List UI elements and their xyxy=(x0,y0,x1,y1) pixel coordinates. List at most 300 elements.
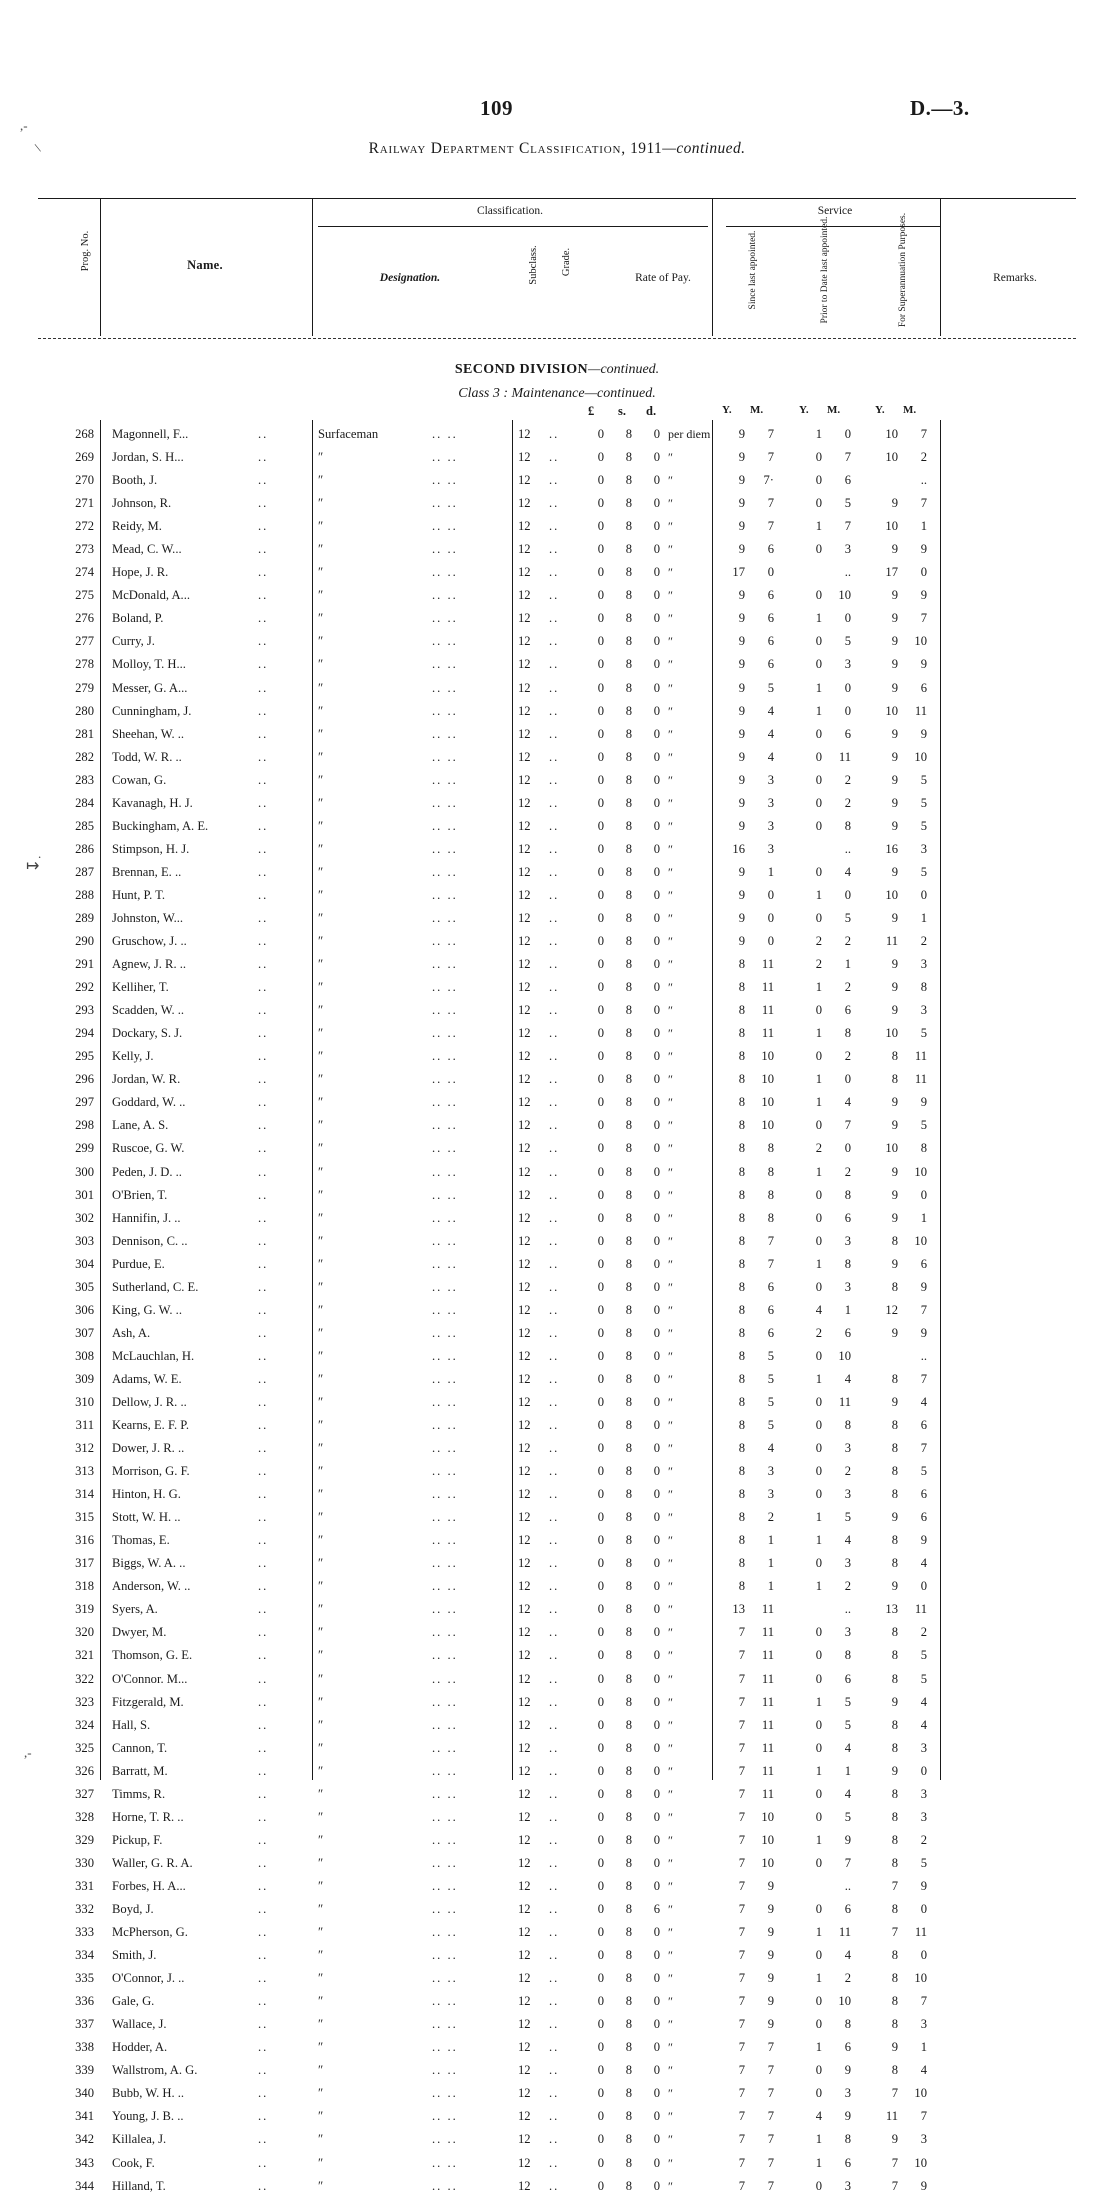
row-since-years: 8 xyxy=(738,1095,745,1110)
table-row[interactable] xyxy=(0,423,1114,446)
row-subclass: 12 xyxy=(518,1187,531,1202)
table-row[interactable] xyxy=(0,861,1114,884)
table-row[interactable] xyxy=(0,769,1114,792)
row-since-months: 6 xyxy=(767,1325,774,1340)
group-label-service: Service xyxy=(817,205,853,217)
row-subclass: 12 xyxy=(518,1348,531,1363)
table-row[interactable] xyxy=(0,1575,1114,1598)
row-pay-shillings: 8 xyxy=(625,1948,632,1963)
table-row[interactable] xyxy=(0,1506,1114,1529)
row-designation: ″ xyxy=(318,1855,324,1870)
table-row[interactable] xyxy=(0,953,1114,976)
table-row[interactable] xyxy=(0,2013,1114,2036)
row-pay-shillings: 8 xyxy=(625,1510,632,1525)
row-pay-period: ″ xyxy=(668,611,673,626)
table-row[interactable] xyxy=(0,1345,1114,1368)
row-super-years: 12 xyxy=(885,1302,898,1317)
row-prior-months: 8 xyxy=(844,1256,851,1271)
row-subclass: 12 xyxy=(518,887,531,902)
row-super-years: 10 xyxy=(885,887,898,902)
row-prog-no: 274 xyxy=(75,565,94,580)
row-pay-period: ″ xyxy=(668,2178,673,2193)
row-prior-years: 0 xyxy=(815,2063,822,2078)
row-name: Bubb, W. H. .. xyxy=(112,2086,185,2101)
row-prior-months: 8 xyxy=(844,2017,851,2032)
row-pay-shillings: 8 xyxy=(625,1118,632,1133)
row-prog-no: 272 xyxy=(75,519,94,534)
row-pay-shillings: 8 xyxy=(625,1786,632,1801)
row-super-years: 9 xyxy=(891,680,898,695)
table-row[interactable] xyxy=(0,2059,1114,2082)
table-row[interactable] xyxy=(0,815,1114,838)
table-row[interactable] xyxy=(0,492,1114,515)
table-row[interactable] xyxy=(0,1668,1114,1691)
row-subclass: 12 xyxy=(518,1763,531,1778)
row-designation: ″ xyxy=(318,1095,324,1110)
row-subclass: 12 xyxy=(518,841,531,856)
row-name: Peden, J. D. .. xyxy=(112,1164,182,1179)
row-subclass: 12 xyxy=(518,2155,531,2170)
row-pay-pence: 0 xyxy=(653,1487,660,1502)
row-name: Thomas, E. xyxy=(112,1533,170,1548)
row-prior-months: 0 xyxy=(844,887,851,902)
table-row[interactable] xyxy=(0,1852,1114,1875)
row-subclass: 12 xyxy=(518,634,531,649)
row-super-months: 8 xyxy=(920,1141,927,1156)
row-grade-leader: .. xyxy=(549,1925,560,1940)
row-since-years: 7 xyxy=(738,2109,745,2124)
row-pay-pounds: 0 xyxy=(597,1487,604,1502)
table-row[interactable] xyxy=(0,976,1114,999)
row-designation: ″ xyxy=(318,1026,324,1041)
table-row[interactable] xyxy=(0,1253,1114,1276)
row-grade-leader: .. xyxy=(549,519,560,534)
row-subclass: 12 xyxy=(518,519,531,534)
table-row[interactable] xyxy=(0,1299,1114,1322)
table-row[interactable] xyxy=(0,1068,1114,1091)
row-prior-years: 0 xyxy=(815,1418,822,1433)
row-prog-no: 332 xyxy=(75,1902,94,1916)
row-desig-leader: .. .. xyxy=(432,1487,458,1502)
table-row[interactable] xyxy=(0,700,1114,723)
row-pay-pence: 0 xyxy=(653,1256,660,1271)
row-since-years: 8 xyxy=(738,1187,745,1202)
row-designation: ″ xyxy=(318,1902,324,1916)
margin-mark-dot: . xyxy=(38,846,42,861)
row-designation: ″ xyxy=(318,1187,324,1202)
row-subclass: 12 xyxy=(518,427,531,441)
row-since-years: 7 xyxy=(738,2155,745,2170)
row-super-years: 9 xyxy=(891,795,898,810)
table-row[interactable] xyxy=(0,884,1114,907)
table-row[interactable] xyxy=(0,1161,1114,1184)
table-row[interactable] xyxy=(0,1944,1114,1967)
row-pay-pence: 0 xyxy=(653,1026,660,1041)
row-pay-pounds: 0 xyxy=(597,1256,604,1271)
row-pay-pence: 0 xyxy=(653,2132,660,2147)
row-pay-shillings: 8 xyxy=(625,1279,632,1294)
row-prior-months: 3 xyxy=(844,1441,851,1456)
row-prior-years: 0 xyxy=(815,1994,822,2009)
table-row[interactable] xyxy=(0,1230,1114,1253)
row-pay-pence: 0 xyxy=(653,1394,660,1409)
table-row[interactable] xyxy=(0,1368,1114,1391)
row-super-months: .. xyxy=(920,473,927,488)
table-row[interactable] xyxy=(0,1391,1114,1414)
row-pay-pence: 0 xyxy=(653,1418,660,1433)
row-super-months: 5 xyxy=(920,795,927,810)
table-row[interactable] xyxy=(0,1045,1114,1068)
row-super-years: 9 xyxy=(891,980,898,995)
row-pay-period: ″ xyxy=(668,1717,673,1732)
table-row[interactable] xyxy=(0,1829,1114,1852)
row-since-years: 8 xyxy=(738,1049,745,1064)
row-designation: ″ xyxy=(318,2040,324,2055)
table-row[interactable] xyxy=(0,469,1114,492)
row-since-years: 9 xyxy=(738,588,745,603)
row-prior-years: 0 xyxy=(815,1210,822,1225)
row-since-years: 17 xyxy=(732,565,745,580)
row-pay-pence: 0 xyxy=(653,1049,660,1064)
row-pay-shillings: 8 xyxy=(625,1878,632,1893)
row-pay-pounds: 0 xyxy=(597,1095,604,1110)
table-row[interactable] xyxy=(0,838,1114,861)
table-row[interactable] xyxy=(0,1875,1114,1898)
row-subclass: 12 xyxy=(518,1878,531,1893)
row-desig-leader: .. .. xyxy=(432,1095,458,1110)
row-pay-period: ″ xyxy=(668,1855,673,1870)
row-prog-no: 285 xyxy=(75,818,94,833)
row-pay-pence: 0 xyxy=(653,1348,660,1363)
row-name-leader: .. xyxy=(258,680,269,695)
running-title-text: Railway Department Classification, xyxy=(368,140,626,157)
row-pay-period: ″ xyxy=(668,657,673,672)
row-since-years: 8 xyxy=(738,1325,745,1340)
table-row[interactable] xyxy=(0,2036,1114,2059)
table-row[interactable] xyxy=(0,1184,1114,1207)
row-prog-no: 307 xyxy=(75,1325,94,1340)
row-grade-leader: .. xyxy=(549,1095,560,1110)
row-pay-pounds: 0 xyxy=(597,1809,604,1824)
row-pay-period: ″ xyxy=(668,1878,673,1893)
row-desig-leader: .. .. xyxy=(432,726,458,741)
table-row[interactable] xyxy=(0,999,1114,1022)
row-pay-pounds: 0 xyxy=(597,1533,604,1548)
row-since-years: 8 xyxy=(738,1279,745,1294)
group-label-classification: Classification. xyxy=(476,205,544,217)
row-name: Mead, C. W... xyxy=(112,542,182,557)
row-grade-leader: .. xyxy=(549,496,560,511)
row-super-months: 5 xyxy=(920,1855,927,1870)
row-since-years: 9 xyxy=(738,749,745,764)
table-row[interactable] xyxy=(0,1898,1114,1921)
row-grade-leader: .. xyxy=(549,1348,560,1363)
table-row[interactable] xyxy=(0,1598,1114,1621)
row-pay-shillings: 8 xyxy=(625,818,632,833)
row-name: Pickup, F. xyxy=(112,1832,163,1847)
table-row[interactable] xyxy=(0,723,1114,746)
row-super-months: 3 xyxy=(920,2017,927,2032)
table-row[interactable] xyxy=(0,1437,1114,1460)
table-row[interactable] xyxy=(0,1967,1114,1990)
table-row[interactable] xyxy=(0,1022,1114,1045)
row-desig-leader: .. .. xyxy=(432,2109,458,2124)
row-prior-months: 8 xyxy=(844,1648,851,1663)
table-row[interactable] xyxy=(0,1783,1114,1806)
row-desig-leader: .. .. xyxy=(432,887,458,902)
row-designation: ″ xyxy=(318,1256,324,1271)
row-grade-leader: .. xyxy=(549,1487,560,1502)
row-subclass: 12 xyxy=(518,1118,531,1133)
row-super-months: 9 xyxy=(920,1325,927,1340)
row-pay-pence: 0 xyxy=(653,1579,660,1594)
table-row[interactable] xyxy=(0,2105,1114,2128)
row-grade-leader: .. xyxy=(549,1187,560,1202)
table-row[interactable] xyxy=(0,1414,1114,1437)
table-row[interactable] xyxy=(0,930,1114,953)
row-pay-pounds: 0 xyxy=(597,1210,604,1225)
table-row[interactable] xyxy=(0,2082,1114,2105)
row-name-leader: .. xyxy=(258,1026,269,1041)
row-pay-shillings: 8 xyxy=(625,957,632,972)
row-since-months: 0 xyxy=(767,910,774,925)
row-desig-leader: .. .. xyxy=(432,1971,458,1986)
row-designation: ″ xyxy=(318,1072,324,1087)
row-prior-years: 1 xyxy=(815,1026,822,1041)
row-pay-period: ″ xyxy=(668,1026,673,1041)
table-row[interactable] xyxy=(0,2128,1114,2151)
row-pay-pounds: 0 xyxy=(597,1832,604,1847)
row-since-years: 9 xyxy=(738,427,745,441)
table-row[interactable] xyxy=(0,677,1114,700)
table-row[interactable] xyxy=(0,1806,1114,1829)
table-row[interactable] xyxy=(0,907,1114,930)
table-row[interactable] xyxy=(0,746,1114,769)
row-prior-months: 9 xyxy=(844,2109,851,2124)
table-row[interactable] xyxy=(0,1990,1114,2013)
row-pay-shillings: 8 xyxy=(625,680,632,695)
row-prior-years: 1 xyxy=(815,1971,822,1986)
row-since-months: 7 xyxy=(767,2040,774,2055)
row-pay-shillings: 8 xyxy=(625,634,632,649)
row-subclass: 12 xyxy=(518,1694,531,1709)
row-designation: ″ xyxy=(318,1925,324,1940)
row-super-years: 8 xyxy=(891,1971,898,1986)
table-row[interactable] xyxy=(0,1114,1114,1137)
row-prior-years: 0 xyxy=(815,749,822,764)
subhead-service2-years: Y. xyxy=(799,404,809,416)
row-pay-pounds: 0 xyxy=(597,1763,604,1778)
row-since-years: 7 xyxy=(738,1832,745,1847)
row-pay-pence: 0 xyxy=(653,1164,660,1179)
row-designation: ″ xyxy=(318,1994,324,2009)
row-super-years: 9 xyxy=(891,2040,898,2055)
row-super-years: 8 xyxy=(891,1279,898,1294)
table-row[interactable] xyxy=(0,1460,1114,1483)
table-row[interactable] xyxy=(0,1483,1114,1506)
row-subclass: 12 xyxy=(518,1579,531,1594)
row-grade-leader: .. xyxy=(549,1233,560,1248)
table-row[interactable] xyxy=(0,1276,1114,1299)
row-prog-no: 270 xyxy=(75,473,94,488)
row-grade-leader: .. xyxy=(549,818,560,833)
row-desig-leader: .. .. xyxy=(432,1625,458,1640)
row-super-months: 3 xyxy=(920,841,927,856)
row-name-leader: .. xyxy=(258,1694,269,1709)
table-row[interactable] xyxy=(0,630,1114,653)
row-pay-period: ″ xyxy=(668,2155,673,2170)
row-name-leader: .. xyxy=(258,565,269,580)
row-since-months: 10 xyxy=(761,1809,774,1824)
row-pay-pounds: 0 xyxy=(597,1164,604,1179)
row-pay-shillings: 8 xyxy=(625,1141,632,1156)
row-prog-no: 315 xyxy=(75,1510,94,1525)
row-prior-years: 4 xyxy=(815,1302,822,1317)
row-since-years: 9 xyxy=(738,772,745,787)
row-since-months: 0 xyxy=(767,565,774,580)
row-grade-leader: .. xyxy=(549,2132,560,2147)
table-row[interactable] xyxy=(0,792,1114,815)
table-row[interactable] xyxy=(0,1552,1114,1575)
row-super-months: 11 xyxy=(914,1602,927,1617)
row-prior-years: 2 xyxy=(815,934,822,949)
table-row[interactable] xyxy=(0,584,1114,607)
running-title xyxy=(0,140,1114,158)
row-pay-shillings: 8 xyxy=(625,565,632,580)
row-pay-pence: 0 xyxy=(653,542,660,557)
row-since-months: 9 xyxy=(767,1925,774,1940)
row-prior-months: 4 xyxy=(844,1533,851,1548)
table-row[interactable] xyxy=(0,1760,1114,1783)
row-super-months: 2 xyxy=(920,1625,927,1640)
row-name: Dower, J. R. .. xyxy=(112,1441,185,1456)
row-since-years: 9 xyxy=(738,887,745,902)
row-subclass: 12 xyxy=(518,957,531,972)
row-pay-period: per diem xyxy=(668,427,711,441)
row-pay-period: ″ xyxy=(668,1510,673,1525)
row-since-months: 5 xyxy=(767,1418,774,1433)
row-designation: ″ xyxy=(318,1302,324,1317)
row-desig-leader: .. .. xyxy=(432,1648,458,1663)
row-prog-no: 293 xyxy=(75,1003,94,1018)
row-name: Kearns, E. F. P. xyxy=(112,1418,190,1433)
row-pay-shillings: 8 xyxy=(625,1210,632,1225)
row-since-months: 10 xyxy=(761,1832,774,1847)
row-super-months: 4 xyxy=(920,1717,927,1732)
row-since-months: 4 xyxy=(767,703,774,718)
row-name: Magonnell, F... xyxy=(112,427,189,441)
row-pay-pounds: 0 xyxy=(597,1994,604,2009)
row-pay-pounds: 0 xyxy=(597,1717,604,1732)
table-row[interactable] xyxy=(0,1137,1114,1160)
row-super-months: 7 xyxy=(920,1441,927,1456)
table-row[interactable] xyxy=(0,1714,1114,1737)
row-prior-years: 0 xyxy=(815,1441,822,1456)
table-row[interactable] xyxy=(0,1644,1114,1667)
row-pay-period: ″ xyxy=(668,1164,673,1179)
row-desig-leader: .. .. xyxy=(432,1210,458,1225)
table-row[interactable] xyxy=(0,561,1114,584)
row-super-months: 1 xyxy=(920,519,927,534)
row-pay-shillings: 8 xyxy=(625,1095,632,1110)
row-prog-no: 279 xyxy=(75,680,94,695)
table-row[interactable] xyxy=(0,1529,1114,1552)
row-prog-no: 321 xyxy=(75,1648,94,1663)
row-pay-period: ″ xyxy=(668,565,673,580)
row-since-years: 8 xyxy=(738,957,745,972)
row-since-years: 8 xyxy=(738,1348,745,1363)
row-prior-months: 3 xyxy=(844,542,851,557)
row-grade-leader: .. xyxy=(549,887,560,902)
row-super-years: 8 xyxy=(891,1049,898,1064)
table-row[interactable] xyxy=(0,2152,1114,2175)
row-name: Kelly, J. xyxy=(112,1049,154,1064)
row-subclass: 12 xyxy=(518,1026,531,1041)
table-row[interactable] xyxy=(0,1737,1114,1760)
row-prior-years: 4 xyxy=(815,2109,822,2124)
row-pay-pence: 0 xyxy=(653,1210,660,1225)
table-row[interactable] xyxy=(0,1207,1114,1230)
row-super-months: 7 xyxy=(920,1371,927,1386)
row-pay-shillings: 8 xyxy=(625,2109,632,2124)
row-grade-leader: .. xyxy=(549,473,560,488)
table-row[interactable] xyxy=(0,1621,1114,1644)
row-since-years: 7 xyxy=(738,1809,745,1824)
row-super-months: 7 xyxy=(920,496,927,511)
table-row[interactable] xyxy=(0,515,1114,538)
table-row[interactable] xyxy=(0,446,1114,469)
group-rule-classification xyxy=(318,226,708,227)
table-row[interactable] xyxy=(0,2175,1114,2198)
row-name: Wallstrom, A. G. xyxy=(112,2063,198,2078)
row-super-months: 4 xyxy=(920,2063,927,2078)
row-name: Agnew, J. R. .. xyxy=(112,957,187,972)
table-row[interactable] xyxy=(0,1691,1114,1714)
caption-class xyxy=(0,386,1114,402)
row-pay-pence: 0 xyxy=(653,1717,660,1732)
row-pay-shillings: 8 xyxy=(625,611,632,626)
table-row[interactable] xyxy=(0,1921,1114,1944)
row-desig-leader: .. .. xyxy=(432,818,458,833)
row-pay-pounds: 0 xyxy=(597,2086,604,2101)
row-super-months: 0 xyxy=(920,1187,927,1202)
row-pay-pounds: 0 xyxy=(597,2063,604,2078)
table-row[interactable] xyxy=(0,653,1114,676)
row-grade-leader: .. xyxy=(549,1602,560,1617)
row-since-months: 7 xyxy=(767,1233,774,1248)
table-row[interactable] xyxy=(0,1091,1114,1114)
row-pay-period: ″ xyxy=(668,818,673,833)
row-prior-months: 3 xyxy=(844,1279,851,1294)
row-grade-leader: .. xyxy=(549,565,560,580)
table-row[interactable] xyxy=(0,1322,1114,1345)
row-subclass: 12 xyxy=(518,1325,531,1340)
row-prior-months: 4 xyxy=(844,1786,851,1801)
row-since-years: 7 xyxy=(738,2178,745,2193)
table-row[interactable] xyxy=(0,538,1114,561)
row-prior-months: 0 xyxy=(844,427,851,441)
table-row[interactable] xyxy=(0,607,1114,630)
row-super-months: 3 xyxy=(920,1786,927,1801)
row-name: Goddard, W. .. xyxy=(112,1095,186,1110)
row-pay-period: ″ xyxy=(668,519,673,534)
row-prior-months: 8 xyxy=(844,1026,851,1041)
row-grade-leader: .. xyxy=(549,1418,560,1433)
row-pay-pounds: 0 xyxy=(597,1141,604,1156)
row-name: Fitzgerald, M. xyxy=(112,1694,184,1709)
row-pay-pence: 0 xyxy=(653,2178,660,2193)
row-name: Thomson, G. E. xyxy=(112,1648,193,1663)
